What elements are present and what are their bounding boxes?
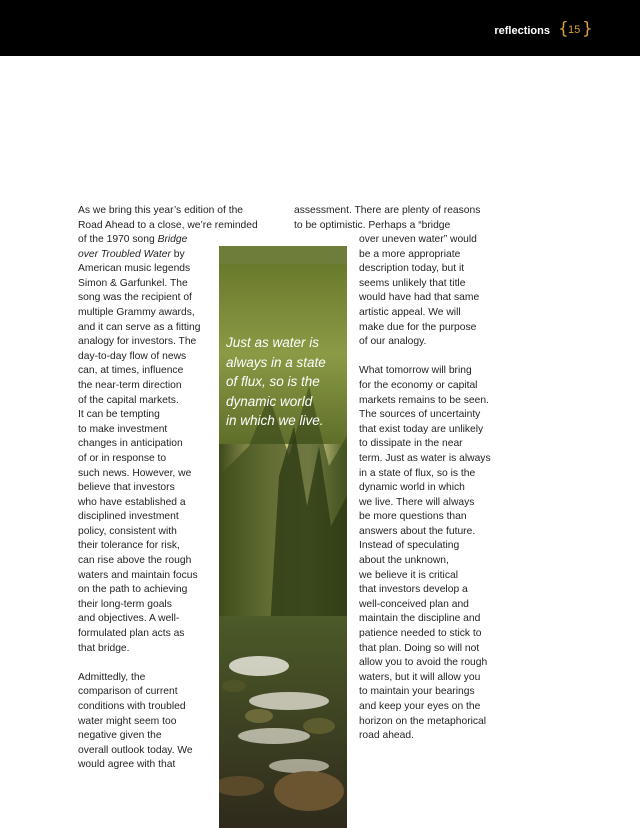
body-line: the near-term direction [78, 379, 182, 391]
body-line: on the path to achieving [78, 584, 188, 596]
body-line: well-conceived plan and [359, 598, 469, 610]
body-line: of or in response to [78, 452, 167, 464]
body-line: would agree with that [78, 759, 176, 771]
body-line: who have established a [78, 496, 186, 508]
body-line: artistic appeal. We will [359, 306, 461, 318]
body-text: of the 1970 song [78, 234, 158, 245]
body-line: and it can serve as a fitting [78, 321, 201, 333]
body-line: assessment. There are plenty of reasons [294, 205, 481, 216]
body-line: American music legends [78, 263, 191, 275]
body-line: horizon on the metaphorical [359, 715, 487, 727]
left-column [78, 233, 213, 773]
body-line: Road Ahead to a close, we’re reminded [78, 219, 258, 231]
body-line: water might seem too [78, 715, 177, 727]
body-line: would have had that same [359, 292, 480, 304]
pull-quote [219, 333, 345, 431]
body-line: that exist today are unlikely [359, 423, 484, 435]
quote-line: always in a state [226, 354, 326, 370]
body-line: that plan. Doing so will not [359, 642, 480, 654]
body-line: to maintain your bearings [359, 686, 475, 698]
song-title: over Troubled Water [78, 248, 171, 260]
body-line: we live. There will always [359, 496, 475, 508]
body-line: to dissipate in the near [359, 438, 463, 450]
song-title: Bridge [157, 234, 188, 245]
body-line: to be optimistic. Perhaps a “bridge [294, 219, 451, 231]
body-line: day-to-day flow of news [78, 350, 187, 362]
quote-line: Just as water is [226, 335, 320, 350]
body-line: seems unlikely that title [359, 277, 466, 289]
body-line: in a state of flux, so is the [359, 467, 476, 479]
body-line: overall outlook today. We [78, 744, 193, 756]
brace-open: { [558, 19, 569, 39]
paragraph-gap [78, 656, 213, 671]
body-line: believe that investors [78, 482, 175, 494]
body-line: maintain the discipline and [359, 613, 481, 625]
body-line: Instead of speculating [359, 540, 460, 552]
body-line: and keep your eyes on the [359, 701, 481, 712]
body-line: road ahead. [359, 730, 414, 742]
body-line: about the unknown, [359, 555, 449, 567]
body-line: their long-term goals [78, 598, 172, 610]
body-line: changes in anticipation [78, 438, 183, 450]
body-line: can rise above the rough [78, 555, 192, 567]
body-line: disciplined investment [78, 511, 179, 523]
body-line: we believe it is critical [359, 569, 458, 581]
body-line: term. Just as water is always [359, 452, 491, 464]
body-line: What tomorrow will bring [359, 365, 472, 377]
body-line: that bridge. [78, 642, 130, 654]
body-line: description today, but it [359, 263, 465, 275]
body-line: Simon & Garfunkel. The [78, 277, 188, 289]
body-line: It can be tempting [78, 409, 160, 421]
right-column [359, 233, 499, 744]
right-column-intro [294, 204, 480, 233]
body-line: be a more appropriate [359, 248, 461, 260]
quote-line: in which we live. [226, 413, 324, 428]
page-number: 15 [568, 24, 581, 36]
body-line: formulated plan acts as [78, 628, 185, 640]
body-line [78, 233, 213, 248]
body-line: patience needed to stick to [359, 628, 482, 640]
body-line: comparison of current [78, 686, 178, 698]
body-line: to make investment [78, 423, 168, 435]
body-line: over uneven water” would [359, 234, 477, 245]
body-line: dynamic world in which [359, 482, 465, 494]
brace-close: } [582, 19, 593, 39]
section-title: reflections [494, 25, 550, 37]
body-line: of the capital markets. [78, 394, 179, 406]
body-line: policy, consistent with [78, 525, 177, 537]
body-line: and objectives. A well- [78, 613, 180, 625]
body-line: markets remains to be seen. [359, 394, 489, 406]
body-line [78, 248, 213, 263]
body-line: As we bring this year’s edition of the [78, 205, 244, 216]
left-column-intro [78, 204, 258, 233]
body-line: can, at times, influence [78, 365, 184, 377]
body-line: of our analogy. [359, 336, 427, 348]
body-line: multiple Grammy awards, [78, 306, 195, 318]
quote-line: of flux, so is the [226, 374, 320, 389]
body-line: song was the recipient of [78, 292, 192, 304]
header-bar [0, 0, 640, 56]
body-line: be more questions than [359, 511, 467, 523]
body-text: by [170, 248, 185, 260]
body-line: for the economy or capital [359, 379, 478, 391]
body-line: conditions with troubled [78, 701, 186, 712]
body-line: analogy for investors. The [78, 336, 197, 348]
body-line: waters, but it will allow you [359, 671, 481, 683]
body-line: allow you to avoid the rough [359, 657, 488, 669]
paragraph-gap [359, 350, 499, 365]
quote-line: dynamic world [226, 393, 313, 409]
body-line: Admittedly, the [78, 671, 146, 683]
body-line: that investors develop a [359, 584, 468, 596]
body-line: such news. However, we [78, 467, 192, 479]
body-line: The sources of uncertainty [359, 409, 481, 421]
body-line: make due for the purpose [359, 321, 477, 333]
body-line: answers about the future. [359, 525, 476, 537]
body-line: waters and maintain focus [78, 569, 198, 581]
body-line: their tolerance for risk, [78, 540, 180, 552]
body-line: negative given the [78, 730, 162, 742]
